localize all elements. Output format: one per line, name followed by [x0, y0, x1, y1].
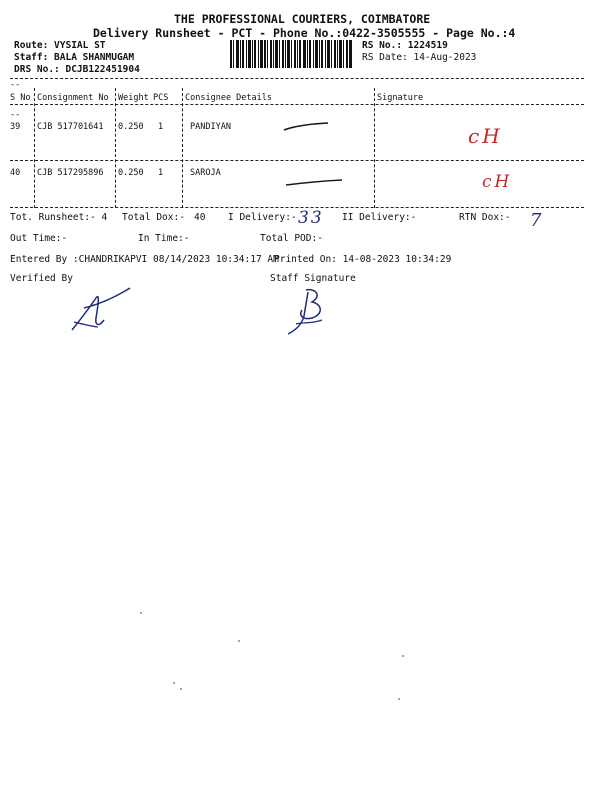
header-sno: S No [10, 93, 31, 103]
row-signature: cH [468, 124, 503, 148]
company-name: THE PROFESSIONAL COURIERS, COIMBATORE [174, 12, 431, 26]
divider-top [10, 78, 584, 79]
barcode-graphic [230, 40, 352, 68]
barcode [230, 40, 352, 68]
staff-label: Staff: BALA SHANMUGAM [14, 52, 135, 63]
row-consignment: CJB 517295896 [37, 168, 104, 178]
row-signature: cH [482, 172, 513, 192]
rtn-dox-value: 7 [530, 210, 542, 231]
runsheet-title: Delivery Runsheet - PCT - Phone No.:0422-3505555 - Page No.:4 [93, 26, 516, 40]
printed-on: Printed On: 14-08-2023 10:34:29 [274, 254, 452, 265]
header-weight: Weight [118, 93, 149, 103]
header-consignee: Consignee Details [185, 93, 272, 103]
entered-by: Entered By :CHANDRIKAPVI 08/14/2023 10:34:17 AM [10, 254, 279, 265]
verifier-signature [62, 284, 137, 334]
receiver-mark [284, 176, 346, 190]
rs-number: RS No.: 1224519 [362, 40, 448, 51]
ii-delivery-label: II Delivery:- [342, 212, 417, 223]
divider-row [10, 160, 584, 161]
header-signature: Signature [377, 93, 424, 103]
row-consignee: PANDIYAN [190, 122, 231, 132]
divider-mark: -- [10, 80, 21, 90]
scan-speck [398, 698, 400, 700]
divider-mark: -- [10, 110, 21, 120]
column-divider [374, 88, 375, 208]
scan-speck [173, 682, 175, 684]
out-time: Out Time:- [10, 233, 68, 244]
column-divider [182, 88, 183, 208]
column-divider [115, 88, 116, 208]
row-consignment: CJB 517701641 [37, 122, 104, 132]
rtn-dox-label: RTN Dox:- [459, 212, 511, 223]
row-pcs: 1 [158, 168, 164, 178]
scan-speck [180, 688, 182, 690]
drs-number: DRS No.: DCJB122451904 [14, 64, 140, 75]
row-sno: 39 [10, 122, 21, 132]
i-delivery-label: I Delivery:- [228, 212, 297, 223]
verified-by-label: Verified By [10, 273, 73, 284]
row-sno: 40 [10, 168, 21, 178]
total-dox-value: 40 [194, 212, 206, 223]
row-weight: 0.250 [118, 122, 144, 132]
scan-speck [402, 655, 404, 657]
staff-signature-label: Staff Signature [270, 273, 356, 284]
header-pcs: PCS [153, 93, 169, 103]
scan-speck [140, 612, 142, 614]
in-time: In Time:- [138, 233, 190, 244]
divider-header-bottom [10, 104, 584, 105]
rs-date: RS Date: 14-Aug-2023 [362, 52, 477, 63]
route-label: Route: VYSIAL ST [14, 40, 106, 51]
total-pod: Total POD:- [260, 233, 323, 244]
i-delivery-value: 33 [298, 208, 324, 228]
row-consignee: SAROJA [190, 168, 221, 178]
total-dox-label: Total Dox:- [122, 212, 185, 223]
row-weight: 0.250 [118, 168, 144, 178]
column-divider [34, 88, 35, 208]
staff-signature [282, 286, 332, 338]
tot-runsheet: Tot. Runsheet:- 4 [10, 212, 108, 223]
scan-speck [238, 640, 240, 642]
divider-table-bottom [10, 207, 584, 208]
header-consignment: Consignment No [37, 93, 109, 103]
row-pcs: 1 [158, 122, 164, 132]
receiver-mark [282, 120, 332, 134]
